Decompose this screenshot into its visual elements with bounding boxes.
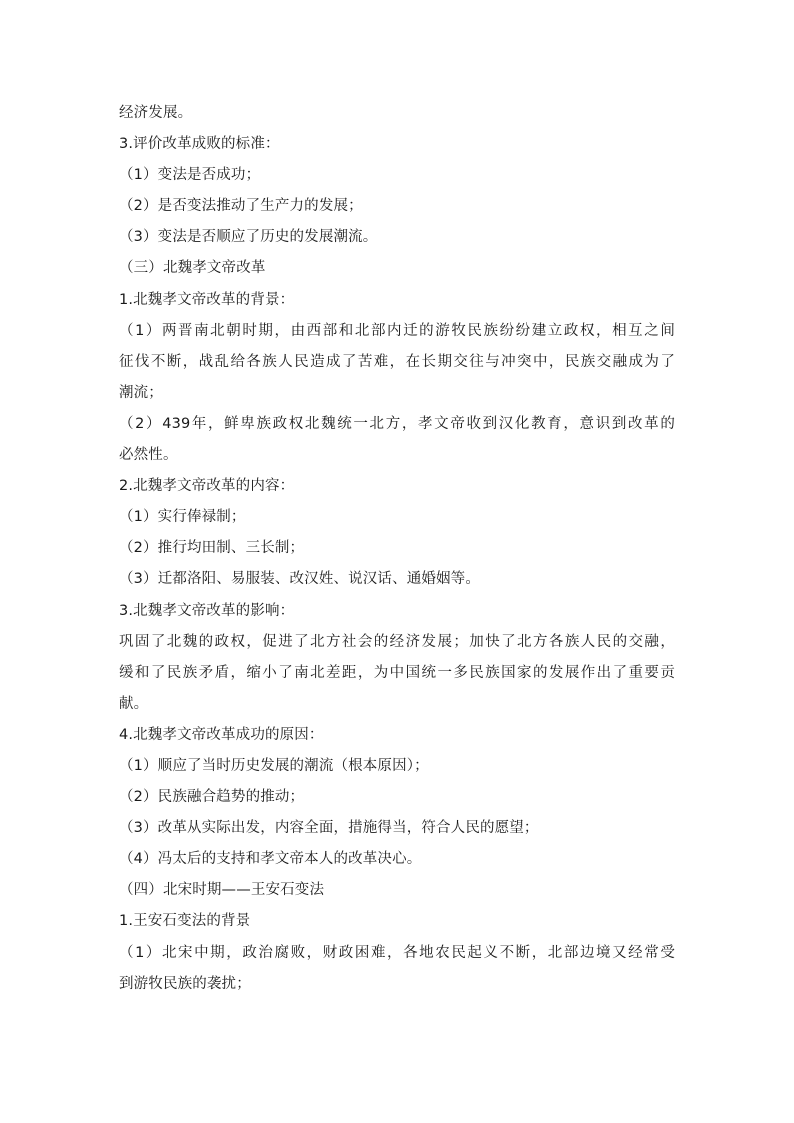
list-item: （3）变法是否顺应了历史的发展潮流。 bbox=[119, 229, 378, 246]
section-heading: 1.王安石变法的背景 bbox=[119, 913, 251, 930]
list-item: （3）迁都洛阳、易服装、改汉姓、说汉话、通婚姻等。 bbox=[119, 571, 480, 588]
list-item: （2）推行均田制、三长制； bbox=[119, 540, 305, 557]
text-line: 到游牧民族的袭扰； bbox=[119, 975, 251, 992]
list-item: （1）两晋南北朝时期，由西部和北部内迁的游牧民族纷纷建立政权，相互之间 bbox=[119, 322, 675, 339]
text-line: 缓和了民族矛盾，缩小了南北差距，为中国统一多民族国家的发展作出了重要贡 bbox=[119, 664, 675, 681]
list-item: （3）改革从实际出发，内容全面，措施得当，符合人民的愿望； bbox=[119, 820, 539, 837]
section-heading: 3.北魏孝文帝改革的影响： bbox=[119, 602, 295, 619]
list-item: （2）民族融合趋势的推动； bbox=[119, 789, 305, 806]
list-item: （1）北宋中期，政治腐败，财政困难，各地农民起义不断，北部边境又经常受 bbox=[119, 944, 675, 961]
text-line: 经济发展。 bbox=[119, 105, 193, 121]
document-body bbox=[119, 98, 679, 1000]
list-item: （2）439年，鲜卑族政权北魏统一北方，孝文帝收到汉化教育，意识到改革的 bbox=[119, 415, 675, 432]
section-heading: 3.评价改革成败的标准： bbox=[119, 136, 280, 153]
text-line: 必然性。 bbox=[119, 447, 178, 464]
list-item: （1）顺应了当时历史发展的潮流（根本原因）； bbox=[119, 757, 429, 774]
chapter-heading: （三）北魏孝文帝改革 bbox=[119, 260, 266, 277]
text-line: 献。 bbox=[119, 695, 149, 712]
section-heading: 4.北魏孝文帝改革成功的原因： bbox=[119, 726, 324, 743]
list-item: （2）是否变法推动了生产力的发展； bbox=[119, 198, 363, 215]
list-item: （1）实行俸禄制； bbox=[119, 509, 246, 526]
list-item: （4）冯太后的支持和孝文帝本人的改革决心。 bbox=[119, 851, 422, 868]
text-line: 潮流； bbox=[119, 384, 163, 401]
text-line: 巩固了北魏的政权，促进了北方社会的经济发展；加快了北方各族人民的交融， bbox=[119, 633, 675, 650]
text-line: 征伐不断，战乱给各族人民造成了苦难，在长期交往与冲突中，民族交融成为了 bbox=[119, 353, 675, 370]
chapter-heading: （四）北宋时期——王安石变法 bbox=[119, 882, 325, 899]
section-heading: 2.北魏孝文帝改革的内容： bbox=[119, 478, 295, 495]
section-heading: 1.北魏孝文帝改革的背景： bbox=[119, 291, 295, 308]
list-item: （1）变法是否成功； bbox=[119, 167, 261, 184]
